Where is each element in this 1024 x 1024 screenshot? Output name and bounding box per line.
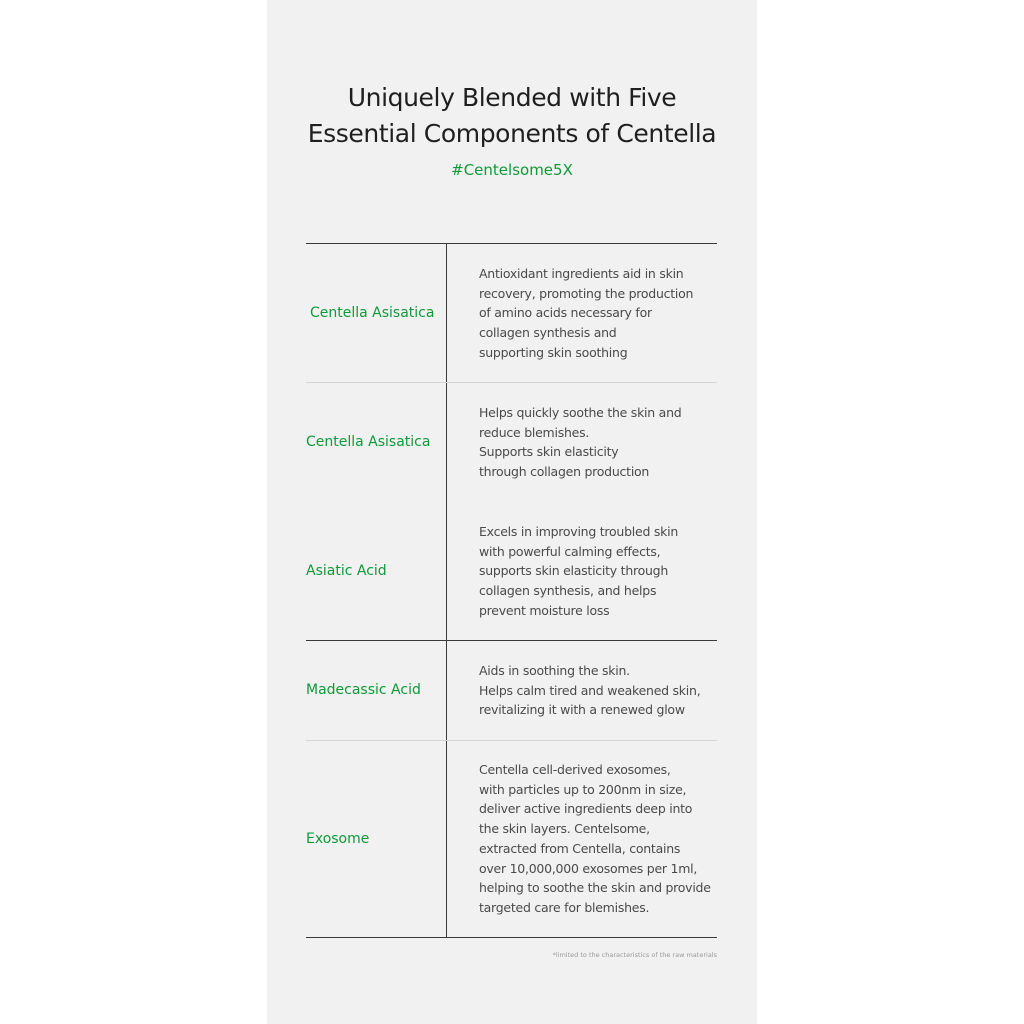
description-line: recovery, promoting the production xyxy=(479,285,694,301)
row-divider xyxy=(306,640,717,641)
components-table xyxy=(306,243,717,938)
description-line: Centella cell-derived exosomes, xyxy=(479,762,671,777)
description-line: Excels in improving troubled skin xyxy=(479,524,679,539)
description-line: Helps calm tired and weakened skin, xyxy=(479,682,701,698)
description-line: Antioxidant ingredients aid in skin xyxy=(479,266,684,281)
description-line: revitalizing it with a renewed glow xyxy=(479,702,685,718)
description-line: supporting skin soothing xyxy=(479,344,628,360)
description-line: prevent moisture loss xyxy=(479,602,610,618)
component-name: Centella Asisatica xyxy=(310,305,435,321)
component-name: Exosome xyxy=(306,831,370,847)
title-line-1: Uniquely Blended with Five xyxy=(347,83,677,112)
description-line: Helps quickly soothe the skin and xyxy=(479,405,682,420)
description-line: collagen synthesis and xyxy=(479,325,617,341)
component-description xyxy=(479,760,715,918)
description-line: with powerful calming effects, xyxy=(479,543,661,559)
description-line: the skin layers. Centelsome, xyxy=(479,821,650,837)
description-line: through collagen production xyxy=(479,464,650,480)
component-description xyxy=(479,522,715,621)
description-line: Aids in soothing the skin. xyxy=(479,663,630,678)
footnote: *limited to the characteristics of the raw materials xyxy=(552,951,717,959)
description-line: extracted from Centella, contains xyxy=(479,840,681,856)
description-line: collagen synthesis, and helps xyxy=(479,583,657,599)
description-line: Supports skin elasticity xyxy=(479,444,619,460)
column-divider xyxy=(446,244,447,937)
component-name: Asiatic Acid xyxy=(306,563,387,579)
description-line: helping to soothe the skin and provide xyxy=(479,880,711,896)
component-description xyxy=(479,661,715,720)
description-line: deliver active ingredients deep into xyxy=(479,801,693,817)
description-line: over 10,000,000 exosomes per 1ml, xyxy=(479,860,698,876)
content-panel xyxy=(267,0,757,1024)
row-divider xyxy=(306,382,717,383)
component-name: Madecassic Acid xyxy=(306,682,421,698)
page-title xyxy=(267,80,757,152)
hashtag: #Centelsome5X xyxy=(451,161,573,179)
row-divider xyxy=(306,740,717,741)
description-line: with particles up to 200nm in size, xyxy=(479,781,687,797)
description-line: supports skin elasticity through xyxy=(479,563,669,579)
description-line: of amino acids necessary for xyxy=(479,305,652,321)
component-description xyxy=(479,264,715,363)
component-name: Centella Asisatica xyxy=(306,434,431,450)
description-line: reduce blemishes. xyxy=(479,424,590,440)
title-line-2: Essential Components of Centella xyxy=(307,119,717,148)
description-line: targeted care for blemishes. xyxy=(479,899,650,915)
component-description xyxy=(479,403,715,482)
